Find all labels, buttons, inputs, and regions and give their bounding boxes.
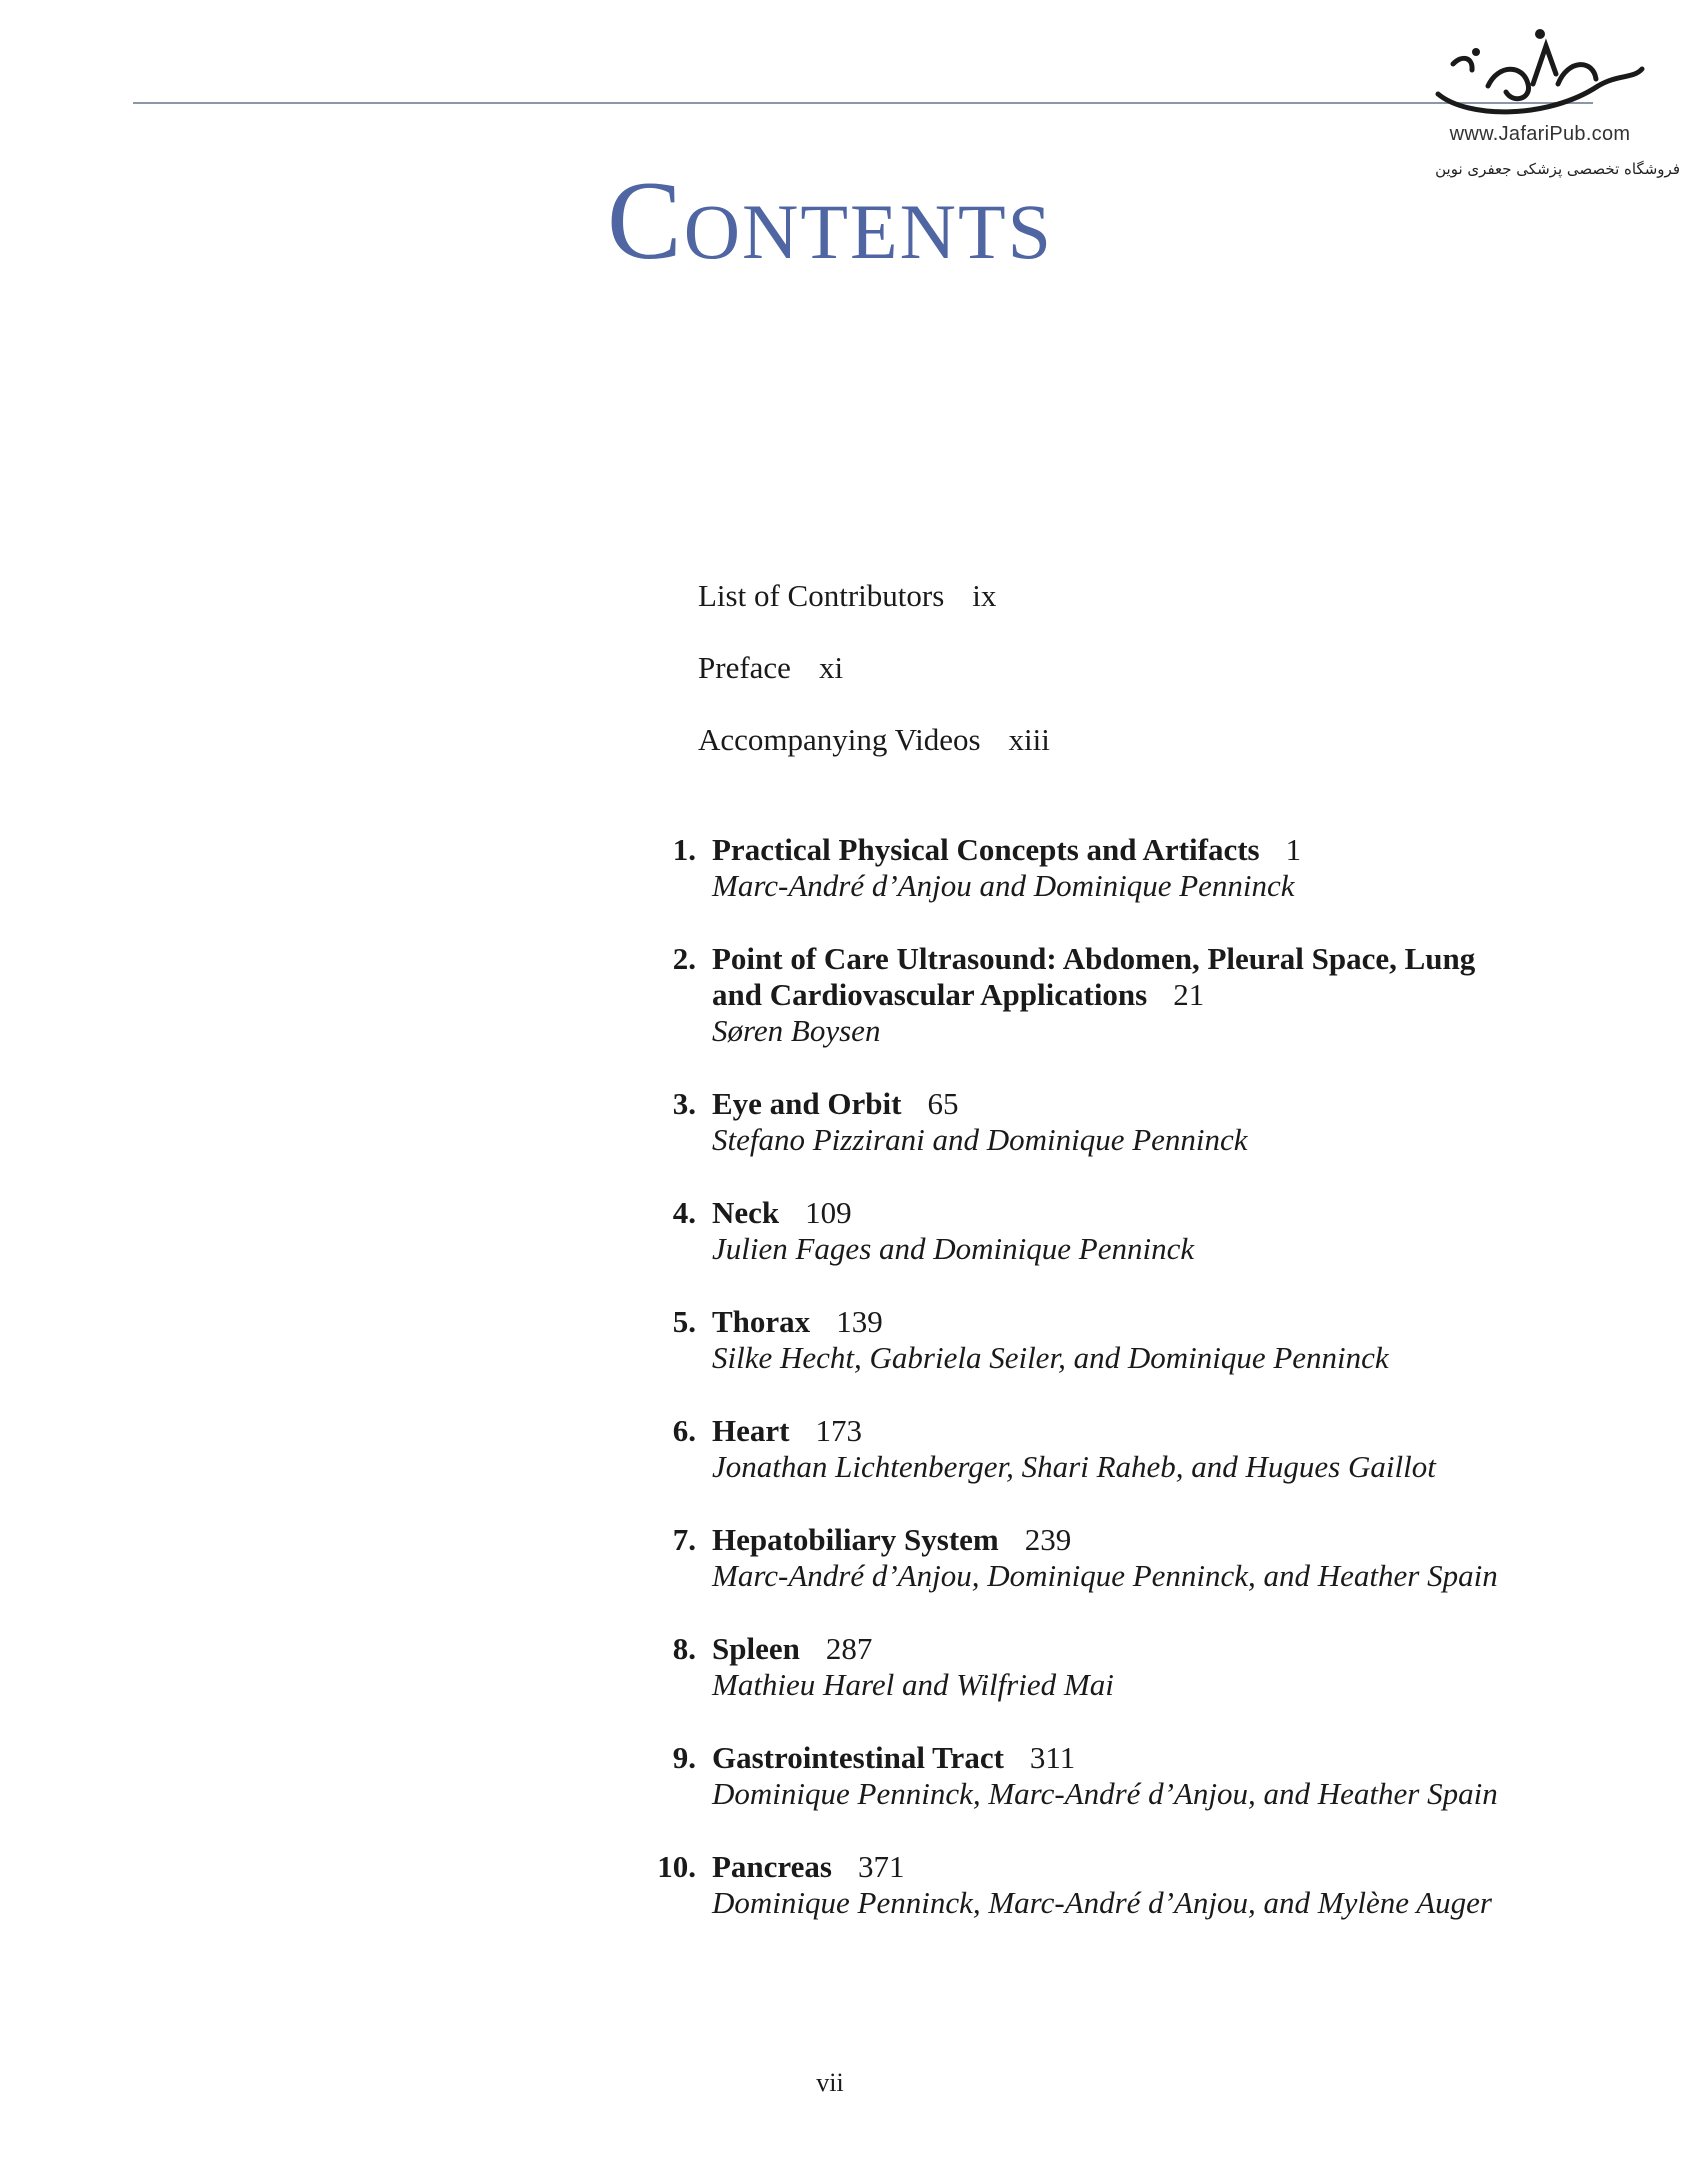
- chapter-page: 173: [815, 1413, 862, 1448]
- front-matter-list: [698, 570, 1050, 786]
- chapter-authors: Stefano Pizzirani and Dominique Penninck: [712, 1122, 1248, 1157]
- chapter-entry: [640, 1522, 1640, 1594]
- chapter-page: 311: [1029, 1740, 1076, 1775]
- chapter-page: 1: [1285, 832, 1302, 867]
- calligraphy-logo-icon: [1428, 24, 1652, 124]
- front-matter-label: Preface: [698, 650, 791, 685]
- chapter-entry: [640, 832, 1640, 904]
- front-matter-label: List of Contributors: [698, 578, 945, 613]
- chapter-number: 2.: [672, 941, 696, 976]
- chapter-page: 371: [857, 1849, 905, 1884]
- chapter-title: Practical Physical Concepts and Artifacts 1: [712, 832, 1302, 867]
- chapter-number: 6.: [672, 1413, 696, 1448]
- front-matter-page: xi: [818, 650, 844, 685]
- chapter-authors: Jonathan Lichtenberger, Shari Raheb, and Hugues Gaillot: [712, 1449, 1436, 1484]
- page-number: vii: [816, 2068, 844, 2097]
- page-title: Contents: [606, 159, 1053, 283]
- chapter-page: 65: [927, 1086, 959, 1121]
- chapter-title: Spleen 287: [712, 1631, 873, 1666]
- chapter-authors: Mathieu Harel and Wilfried Mai: [712, 1667, 1114, 1702]
- chapter-number: 1.: [672, 832, 696, 867]
- chapter-authors: Julien Fages and Dominique Penninck: [712, 1231, 1195, 1266]
- chapter-entry: [640, 1304, 1640, 1376]
- chapter-title: Heart 173: [712, 1413, 862, 1448]
- logo-url-text: www.JafariPub.com: [1449, 123, 1631, 145]
- chapter-entry: [640, 1086, 1640, 1158]
- chapter-page: 109: [805, 1195, 852, 1230]
- chapter-entry: [640, 1413, 1640, 1485]
- chapter-title: Thorax 139: [712, 1304, 883, 1339]
- chapter-title: Eye and Orbit 65: [712, 1086, 959, 1121]
- chapter-number: 10.: [657, 1849, 696, 1884]
- chapter-authors: Marc-André d’Anjou and Dominique Penninck: [712, 868, 1295, 903]
- chapter-title: Point of Care Ultrasound: Abdomen, Pleural Space, Lung: [712, 941, 1476, 976]
- logo-tagline-text: فروشگاه تخصصی پزشکی جعفری نوین: [1435, 160, 1680, 178]
- chapter-entry: [640, 941, 1640, 1049]
- chapter-authors: Dominique Penninck, Marc-André d’Anjou, and Heather Spain: [712, 1776, 1498, 1811]
- front-matter-item: [698, 642, 1050, 714]
- chapter-entry: [640, 1631, 1640, 1703]
- chapter-authors: Marc-André d’Anjou, Dominique Penninck, and Heather Spain: [712, 1558, 1498, 1593]
- front-matter-page: xiii: [1008, 722, 1050, 757]
- chapter-number: 3.: [672, 1086, 696, 1121]
- chapter-entry: [640, 1740, 1640, 1812]
- chapter-authors: Søren Boysen: [712, 1013, 881, 1048]
- chapter-list: [640, 832, 1640, 1958]
- chapter-number: 8.: [672, 1631, 696, 1666]
- chapter-page: 287: [825, 1631, 873, 1666]
- chapter-title: Hepatobiliary System 239: [712, 1522, 1072, 1557]
- chapter-title: Gastrointestinal Tract 311: [712, 1740, 1076, 1775]
- front-matter-page: ix: [972, 578, 997, 613]
- chapter-title-continued: and Cardiovascular Applications 21: [712, 977, 1205, 1012]
- chapter-number: 4.: [672, 1195, 696, 1230]
- chapter-title: Neck 109: [712, 1195, 852, 1230]
- chapter-page: 21: [1173, 977, 1205, 1012]
- chapter-entry: [640, 1195, 1640, 1267]
- front-matter-label: Accompanying Videos: [698, 722, 981, 757]
- chapter-page: 139: [836, 1304, 883, 1339]
- chapter-number: 5.: [672, 1304, 696, 1339]
- header-rule: [133, 102, 1593, 104]
- chapter-number: 9.: [672, 1740, 696, 1775]
- chapter-authors: Silke Hecht, Gabriela Seiler, and Dominique Penninck: [712, 1340, 1389, 1375]
- chapter-page: 239: [1024, 1522, 1072, 1557]
- chapter-authors: Dominique Penninck, Marc-André d’Anjou, and Mylène Auger: [712, 1885, 1492, 1920]
- chapter-number: 7.: [672, 1522, 696, 1557]
- front-matter-item: [698, 570, 1050, 642]
- chapter-title: Pancreas 371: [712, 1849, 905, 1884]
- front-matter-item: [698, 714, 1050, 786]
- chapter-entry: [640, 1849, 1640, 1921]
